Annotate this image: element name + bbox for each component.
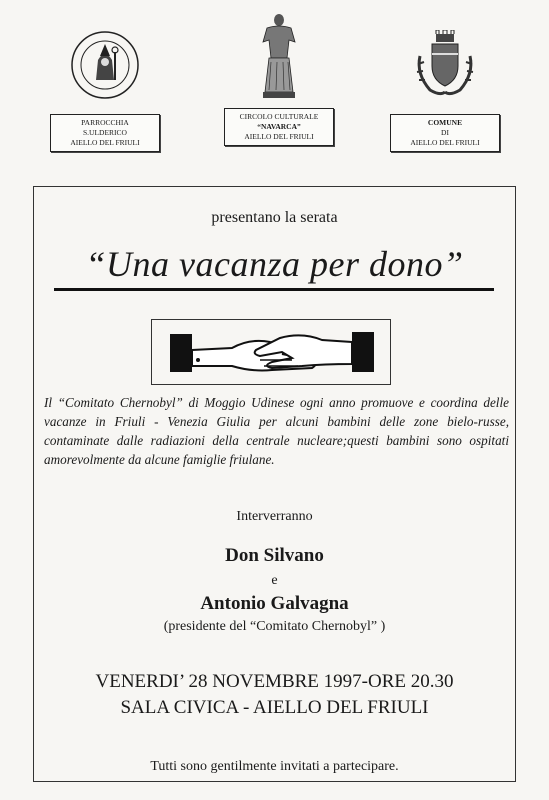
org-circolo [224,12,334,146]
org-line: AIELLO DEL FRIULI [410,138,480,147]
org-line: COMUNE [427,118,463,127]
org-parrocchia [50,30,160,152]
parish-label [50,114,160,152]
org-line: S.ULDERICO [83,128,127,137]
coat-of-arms-icon [410,30,480,100]
statue-icon [249,12,309,102]
header [0,0,549,170]
org-line: DI [441,128,449,137]
speaker-name: Antonio Galvagna [200,593,349,614]
comune-label [390,114,500,152]
title-underline [54,288,494,291]
event-venue: SALA CIVICA - AIELLO DEL FRIULI [120,697,429,718]
presentano-text: presentano la serata [211,209,338,226]
conjunction-text: e [271,573,278,588]
parish-seal-icon [70,30,140,100]
description-paragraph: Il “Comitato Chernobyl” di Moggio Udinese ogni anno promuove e coordina delle vacanze in Friuli - Venezia Giulia per alcuni bambini delle zone bielo-russe, contaminate dalle radiazioni della centrale nucleare;questi bambini sono ospitati amorevolmente da alcune famiglie friulane. [44,395,509,467]
circolo-label [224,108,334,146]
org-line: CIRCOLO CULTURALE [239,112,319,121]
speaker-name: Don Silvano [225,545,324,566]
poster-frame [33,186,516,782]
org-line: AIELLO DEL FRIULI [244,132,314,141]
interverranno-text: Interverranno [236,509,313,524]
org-comune [390,30,500,152]
org-line: “NAVARCA” [257,122,301,131]
speaker-role: (presidente del “Comitato Chernobyl” ) [163,619,386,634]
org-line: AIELLO DEL FRIULI [70,138,140,147]
handshake-icon [152,320,390,384]
invitation-text: Tutti sono gentilmente invitati a partecipare. [150,759,399,774]
org-line: PARROCCHIA [81,118,129,127]
event-date: VENERDI’ 28 NOVEMBRE 1997-ORE 20.30 [95,671,454,692]
event-title: “Una vacanza per dono” [85,244,464,284]
handshake-box [151,319,391,385]
